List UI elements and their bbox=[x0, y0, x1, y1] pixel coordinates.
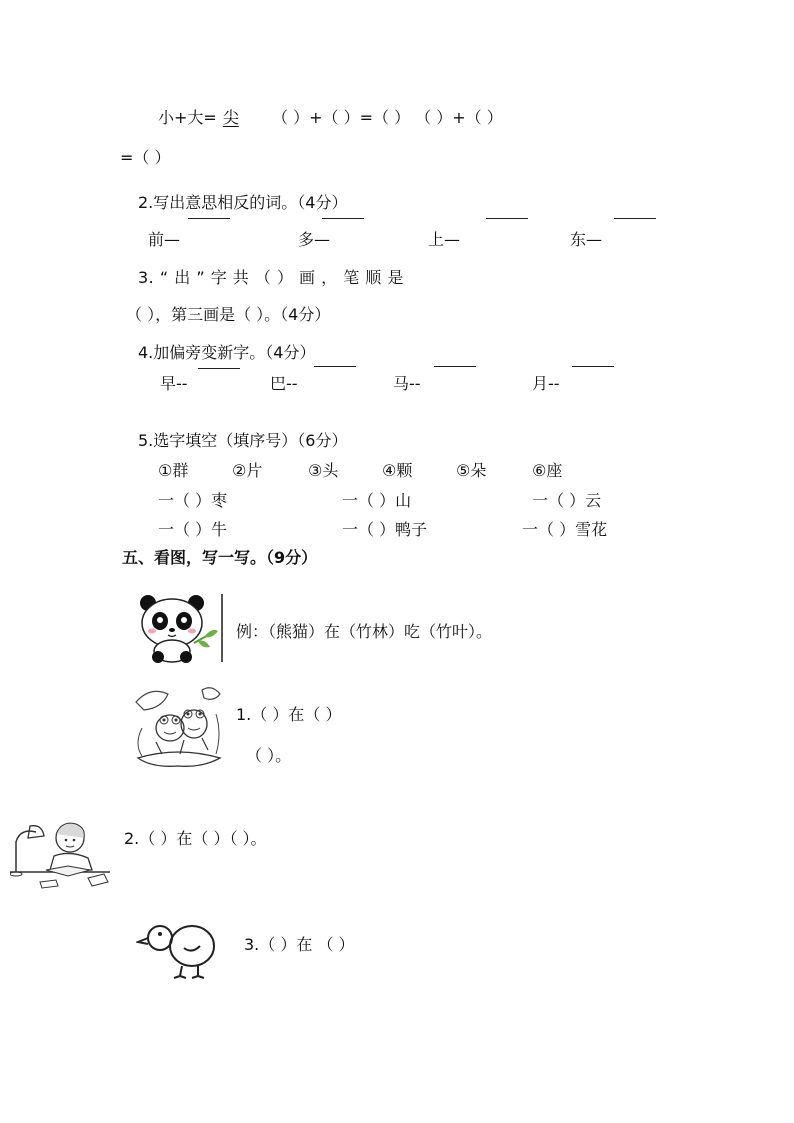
q5-option-1: ①群 bbox=[158, 461, 189, 480]
section5-item2: 2.（ ）在（ ）（ ）。 bbox=[124, 829, 267, 848]
q5-row1-item-1: 一（ ）枣 bbox=[158, 491, 228, 510]
q5-option-6: ⑥座 bbox=[532, 461, 563, 480]
q4-title: 4.加偏旁变新字。（4分） bbox=[138, 343, 316, 362]
q5-row1-item-2: 一（ ）山 bbox=[342, 491, 412, 510]
q2-blank-2[interactable] bbox=[322, 218, 364, 219]
frogs-on-lotus-image bbox=[132, 684, 224, 770]
q2-item-2: 多— bbox=[298, 230, 331, 249]
q2-blank-4[interactable] bbox=[614, 218, 656, 219]
section5-item1-line1: 1.（ ）在（ ） bbox=[236, 705, 342, 724]
q5-option-2: ②片 bbox=[232, 461, 263, 480]
q5-row2-item-3: 一（ ）雪花 bbox=[522, 520, 608, 539]
q-top-line2: =（ ） bbox=[120, 148, 171, 167]
section5-title: 五、看图，写一写。（9分） bbox=[122, 548, 318, 567]
q4-blank-1[interactable] bbox=[198, 368, 240, 369]
q4-blank-4[interactable] bbox=[572, 366, 614, 367]
q4-blank-2[interactable] bbox=[314, 366, 356, 367]
q4-item-1: 早-- bbox=[160, 374, 188, 393]
q3-line2: （ ），第三画是（ ）。（4分） bbox=[126, 305, 331, 324]
q5-row2-item-2: 一（ ）鸭子 bbox=[342, 520, 428, 539]
q-top-rest: （ ）+（ ）=（ ） （ ）+（ ） bbox=[272, 108, 503, 127]
q5-option-5: ⑤朵 bbox=[456, 461, 487, 480]
q-top-line1 bbox=[158, 108, 245, 128]
panda-image bbox=[132, 593, 220, 665]
q4-item-3: 马-- bbox=[393, 374, 421, 393]
q4-item-4: 月-- bbox=[532, 374, 560, 393]
q-top-answer: 尖 bbox=[222, 108, 239, 127]
q5-title: 5.选字填空（填序号）（6分） bbox=[138, 431, 348, 450]
example-divider bbox=[221, 594, 223, 662]
boy-studying-image bbox=[10, 812, 110, 894]
q2-blank-1[interactable] bbox=[188, 218, 230, 219]
q2-item-4: 东— bbox=[570, 230, 603, 249]
q5-option-3: ③头 bbox=[308, 461, 339, 480]
q5-row2-item-1: 一（ ）牛 bbox=[158, 520, 228, 539]
section5-example: 例：（熊猫）在（竹林）吃（竹叶）。 bbox=[236, 622, 493, 641]
q2-item-1: 前— bbox=[148, 230, 181, 249]
section5-item3: 3.（ ）在 （ ） bbox=[244, 935, 355, 954]
q-top-prefix: 小+大= bbox=[158, 108, 217, 127]
q2-title: 2.写出意思相反的词。（4分） bbox=[138, 193, 348, 212]
q5-option-4: ④颗 bbox=[382, 461, 413, 480]
chick-image bbox=[136, 914, 226, 980]
q5-row1-item-3: 一（ ）云 bbox=[532, 491, 602, 510]
q4-blank-3[interactable] bbox=[434, 366, 476, 367]
q2-blank-3[interactable] bbox=[486, 218, 528, 219]
q2-item-3: 上— bbox=[428, 230, 461, 249]
q3-line1: 3. “ 出 ” 字 共 （ ） 画 ， 笔 顺 是 bbox=[138, 268, 404, 287]
q4-item-2: 巴-- bbox=[270, 374, 298, 393]
section5-item1-line2: （ ）。 bbox=[246, 746, 292, 765]
